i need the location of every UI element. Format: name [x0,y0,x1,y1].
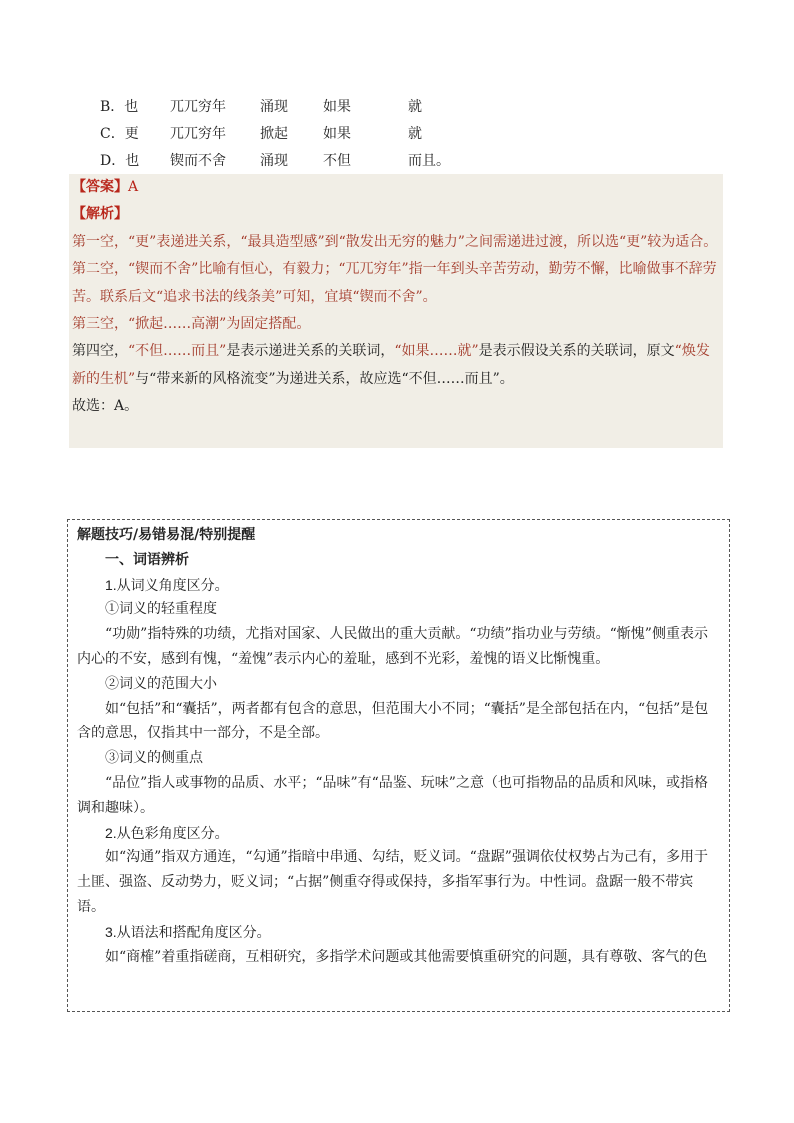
option-word: 锲而不舍 [170,152,226,169]
answer-value: A [128,179,139,195]
option-c [100,119,660,146]
tips-panel [67,519,730,1012]
tips-point-1c: ③词义的侧重点 [105,750,203,767]
option-letter: C．更 [100,125,139,142]
answer-line [69,174,723,201]
option-letter: D．也 [100,152,140,169]
tips-heading: 一、词语辨析 [105,551,189,568]
option-d [100,146,660,173]
option-word: 就 [408,125,422,142]
analysis-label: 【解析】 [72,206,128,223]
tips-text-2: 如“沟通”指双方通连，“勾通”指暗中串通、勾结，贬义词。“盘踞”强调依仗权势占为己有，多用于土匪、强盗、反动势力，贬义词；“占据”侧重夺得或保持，多指军事行为。中性词。盘踞一般不带宾语。 [77,849,708,915]
tips-text-1c: “品位”指人或事物的品质、水平；“品味”有“品鉴、玩味”之意（也可指物品的品质和风味，或指格调和趣味）。 [77,774,708,816]
tips-subheading-1: 1.从词义角度区分。 [105,576,229,593]
text-run: “焕发新的生机” [72,343,710,387]
tips-text-1a: “功勋”指特殊的功绩，尤指对国家、人民做出的重大贡献。“功绩”指功业与劳绩。“惭愧”侧重表示内心的不安，感到有愧，“羞愧”表示内心的羞耻，感到不光彩，羞愧的语义比惭愧重。 [77,626,708,667]
analysis-conclusion: 故选：A。 [72,398,139,415]
option-word: 如果 [323,125,351,142]
tips-subheading-3: 3.从语法和搭配角度区分。 [105,923,271,940]
option-b [100,92,660,119]
option-word: 如果 [323,98,351,115]
option-word: 就 [408,98,422,115]
tips-text-3: 如“商榷”着重指磋商，互相研究，多指学术问题或其他需要慎重研究的问题，具有尊敬、客气的色 [105,948,708,965]
analysis-paragraph-3: 第三空，“掀起……高潮”为固定搭配。 [72,316,311,333]
text-run: 第四空， [72,343,128,360]
text-run: “如果……就” [394,343,479,360]
tips-subheading-2: 2.从色彩角度区分。 [105,824,229,841]
option-word: 兀兀穷年 [170,98,226,115]
text-run: “不但……而且” [128,343,227,360]
option-letter: B．也 [100,98,139,115]
answer-label: 【答案】 [72,179,128,195]
tips-title: 解题技巧/易错易混/特别提醒 [77,527,256,543]
text-run: 是表示递进关系的关联词， [226,343,395,360]
option-word: 而且。 [408,152,450,169]
answer-panel [69,174,723,448]
analysis-line [69,201,723,228]
analysis-paragraph-1: 第一空，“更”表递进关系，“最具造型感”到“散发出无穷的魅力”之间需递进过渡，所以选“更”较为适合。 [72,233,718,250]
option-word: 涌现 [260,152,288,169]
analysis-paragraph-2: 第二空，“锲而不舍”比喻有恒心，有毅力；“兀兀穷年”指一年到头辛苦劳动，勤劳不懈，比喻做事不辞劳苦。联系后文“追求书法的线条美”可知，宜填“锲而不舍”。 [72,261,717,305]
option-word: 不但 [323,152,351,169]
option-list [100,92,660,173]
tips-point-1a: ①词义的轻重程度 [105,601,217,618]
tips-point-1b: ②词义的范围大小 [105,675,217,692]
option-word: 掀起 [260,125,288,142]
option-word: 兀兀穷年 [170,125,226,142]
text-run: 与“带来新的风格流变”为递进关系，故应选“不但……而且”。 [135,370,514,387]
text-run: 是表示假设关系的关联词，原文 [478,343,675,360]
analysis-paragraph-4 [69,338,723,393]
option-word: 涌现 [260,98,288,115]
tips-text-1b: 如“包括”和“囊括”，两者都有包含的意思，但范围大小不同；“囊括”是全部包括在内，“包括”是包含的意思，仅指其中一部分，不是全部。 [77,700,709,742]
